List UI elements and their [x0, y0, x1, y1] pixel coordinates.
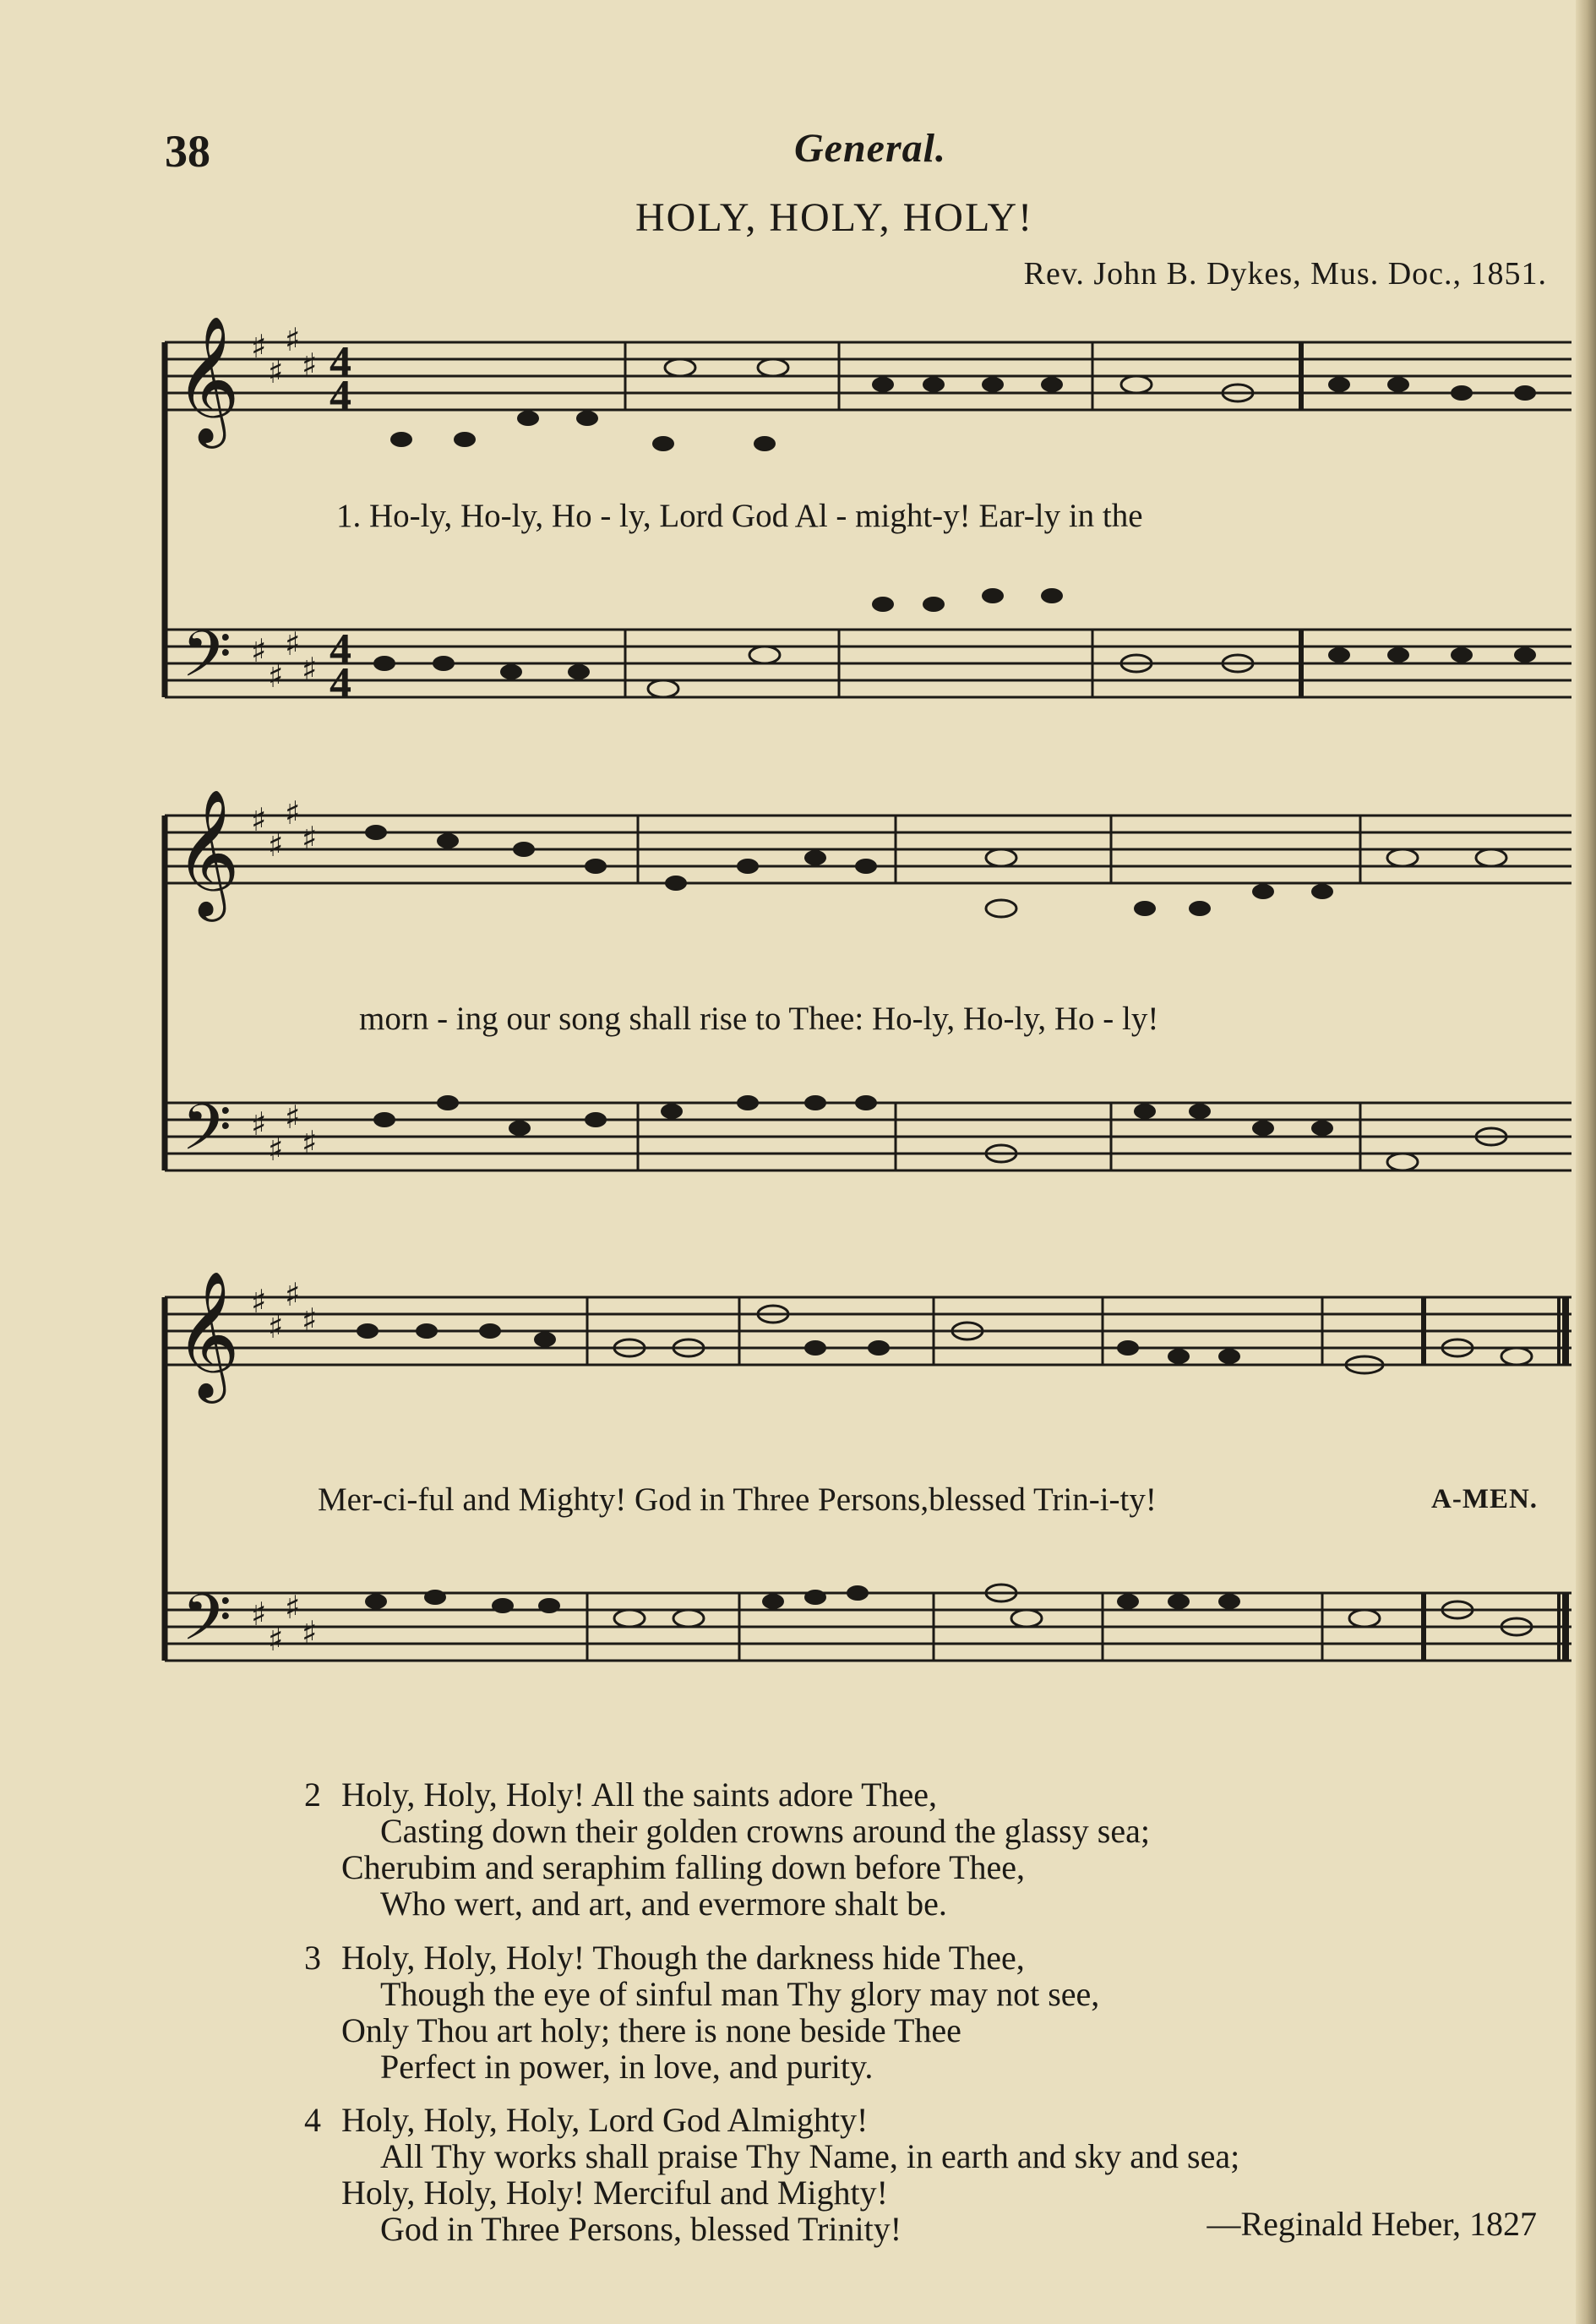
svg-text:♯: ♯: [302, 651, 318, 688]
svg-text:♯: ♯: [251, 1283, 267, 1320]
verse-number: 3: [304, 1939, 321, 1977]
page-number: 38: [165, 126, 210, 177]
svg-text:𝄞: 𝄞: [175, 1269, 240, 1398]
verse-line: Who wert, and art, and evermore shalt be.: [380, 1885, 947, 1923]
page-binding-edge: [1576, 0, 1596, 2324]
svg-text:♯: ♯: [268, 1308, 284, 1345]
svg-text:𝄞: 𝄞: [175, 788, 240, 916]
verse-3: [304, 1939, 1099, 2085]
svg-text:♯: ♯: [285, 1276, 301, 1313]
svg-text:𝄢: 𝄢: [182, 1580, 232, 1671]
svg-text:♯: ♯: [285, 625, 301, 663]
verse-line: Holy, Holy, Holy, Lord God Almighty!: [341, 2101, 869, 2139]
svg-text:♯: ♯: [285, 794, 301, 832]
composer-credit: Rev. John B. Dykes, Mus. Doc., 1851.: [1023, 256, 1547, 292]
verse-line: Holy, Holy, Holy! Though the darkness hide Thee,: [341, 1939, 1025, 1977]
svg-text:♯: ♯: [268, 1131, 284, 1168]
hymn-title: HOLY, HOLY, HOLY!: [635, 195, 1034, 240]
svg-text:4: 4: [330, 372, 351, 420]
svg-text:𝄞: 𝄞: [175, 314, 240, 443]
svg-text:♯: ♯: [268, 826, 284, 864]
verse-number: 4: [304, 2101, 321, 2139]
svg-text:♯: ♯: [302, 1301, 318, 1339]
lyric-line-1: 1. Ho-ly, Ho-ly, Ho - ly, Lord God Al - might-y! Ear-ly in the: [336, 498, 1143, 534]
svg-text:♯: ♯: [302, 346, 318, 384]
lyric-line-2: morn - ing our song shall rise to Thee: Ho-ly, Ho-ly, Ho - ly!: [359, 1001, 1159, 1037]
svg-text:4: 4: [330, 659, 351, 707]
verse-line: God in Three Persons, blessed Trinity!: [380, 2210, 902, 2248]
svg-text:4: 4: [330, 338, 351, 386]
verse-line: All Thy works shall praise Thy Name, in earth and sky and sea;: [380, 2137, 1240, 2175]
amen-label: A-MEN.: [1431, 1484, 1539, 1514]
svg-text:♯: ♯: [285, 1099, 301, 1136]
verse-line: Holy, Holy, Holy! Merciful and Mighty!: [341, 2174, 888, 2212]
svg-text:♯: ♯: [268, 353, 284, 390]
verse-line: Holy, Holy, Holy! All the saints adore Thee,: [341, 1776, 938, 1814]
svg-text:♯: ♯: [251, 1105, 267, 1143]
svg-text:𝄢: 𝄢: [182, 617, 232, 707]
svg-text:♯: ♯: [268, 1621, 284, 1658]
svg-text:♯: ♯: [268, 657, 284, 695]
svg-text:♯: ♯: [302, 1124, 318, 1161]
verse-line: Cherubim and seraphim falling down before Thee,: [341, 1848, 1026, 1886]
verse-2: [304, 1776, 1150, 1922]
verse-line: Though the eye of sinful man Thy glory may not see,: [380, 1975, 1100, 2013]
svg-text:♯: ♯: [285, 1589, 301, 1626]
svg-text:𝄢: 𝄢: [182, 1090, 232, 1181]
svg-text:♯: ♯: [251, 1596, 267, 1633]
verse-4: [304, 2102, 1239, 2247]
section-heading: General.: [794, 126, 946, 171]
author-attribution: —Reginald Heber, 1827: [1207, 2205, 1537, 2243]
svg-text:♯: ♯: [251, 801, 267, 838]
lyric-line-3: Mer-ci-ful and Mighty! God in Three Persons,blessed Trin-i-ty!: [318, 1481, 1157, 1518]
verse-line: Perfect in power, in love, and purity.: [380, 2048, 874, 2086]
svg-text:♯: ♯: [302, 1614, 318, 1651]
verse-line: Casting down their golden crowns around the glassy sea;: [380, 1812, 1150, 1850]
svg-text:♯: ♯: [285, 321, 301, 358]
svg-text:♯: ♯: [251, 328, 267, 365]
verse-number: 2: [304, 1776, 321, 1814]
svg-text:♯: ♯: [302, 820, 318, 857]
verse-line: Only Thou art holy; there is none beside Thee: [341, 2011, 961, 2049]
svg-text:♯: ♯: [251, 632, 267, 669]
svg-text:4: 4: [330, 625, 351, 674]
